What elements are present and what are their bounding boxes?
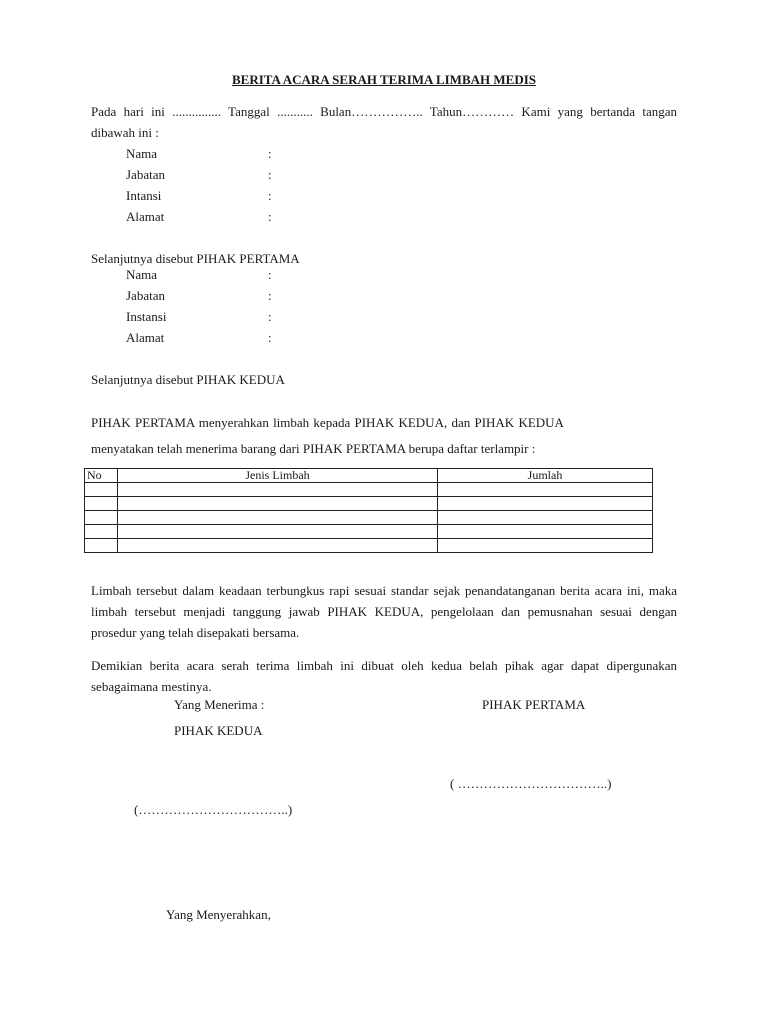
field-label-alamat: Alamat bbox=[126, 330, 165, 345]
field-colon: : bbox=[268, 288, 272, 303]
giver-label: Yang Menyerahkan, bbox=[166, 907, 271, 922]
closing-paragraph: Demikian berita acara serah terima limbah ini dibuat oleh kedua belah pihak agar dapat dipergunakan sebagaimana mestinya. bbox=[91, 658, 677, 694]
table-header-row bbox=[85, 469, 653, 483]
field-colon: : bbox=[268, 167, 272, 182]
table-cell bbox=[85, 483, 118, 497]
field-colon: : bbox=[268, 209, 272, 224]
table-cell bbox=[118, 511, 438, 525]
field-label-intansi: Intansi bbox=[126, 188, 162, 203]
table-row bbox=[85, 539, 653, 553]
table-cell bbox=[85, 539, 118, 553]
statement-paragraph: Limbah tersebut dalam keadaan terbungkus rapi sesuai standar sejak penandatanganan berita acara ini, maka limbah tersebut menjadi tanggung jawab PIHAK KEDUA, pengelolaan dan pemusnahan sesuai dengan prosedur yang telah disepakati bersama. bbox=[91, 583, 677, 640]
waste-table bbox=[84, 468, 653, 553]
table-cell bbox=[438, 539, 653, 553]
field-label-nama: Nama bbox=[126, 267, 158, 282]
table-row bbox=[85, 497, 653, 511]
second-party-label: Selanjutnya disebut PIHAK KEDUA bbox=[91, 372, 285, 387]
table-cell bbox=[85, 511, 118, 525]
column-header-jenis-limbah: Jenis Limbah bbox=[118, 469, 438, 483]
receiver-party-label: PIHAK KEDUA bbox=[174, 723, 263, 738]
table-cell bbox=[118, 483, 438, 497]
table-row bbox=[85, 525, 653, 539]
table-cell bbox=[118, 497, 438, 511]
receiver-signature-blank: (……………………………..) bbox=[134, 802, 293, 817]
handover-line-2: menyatakan telah menerima barang dari PIHAK PERTAMA berupa daftar terlampir : bbox=[91, 441, 536, 456]
table-cell bbox=[438, 497, 653, 511]
column-header-jumlah: Jumlah bbox=[438, 469, 653, 483]
first-party-signature-label: PIHAK PERTAMA bbox=[482, 697, 586, 712]
table-cell bbox=[85, 525, 118, 539]
handover-line-1: PIHAK PERTAMA menyerahkan limbah kepada PIHAK KEDUA, dan PIHAK KEDUA bbox=[91, 415, 564, 430]
table-cell bbox=[118, 539, 438, 553]
document-title: BERITA ACARA SERAH TERIMA LIMBAH MEDIS bbox=[232, 72, 536, 87]
field-label-alamat: Alamat bbox=[126, 209, 165, 224]
field-colon: : bbox=[268, 309, 272, 324]
field-label-nama: Nama bbox=[126, 146, 158, 161]
field-label-jabatan: Jabatan bbox=[126, 167, 165, 182]
table-cell bbox=[438, 525, 653, 539]
field-label-instansi: Instansi bbox=[126, 309, 167, 324]
table-row bbox=[85, 511, 653, 525]
receiver-label: Yang Menerima : bbox=[174, 697, 265, 712]
table-cell bbox=[118, 525, 438, 539]
field-colon: : bbox=[268, 146, 272, 161]
first-party-signature-blank: ( ……………………………..) bbox=[450, 776, 612, 791]
column-header-no: No bbox=[85, 469, 118, 483]
first-party-label: Selanjutnya disebut PIHAK PERTAMA bbox=[91, 251, 300, 266]
table-cell bbox=[438, 483, 653, 497]
table-cell bbox=[438, 511, 653, 525]
field-colon: : bbox=[268, 188, 272, 203]
intro-paragraph: Pada hari ini ............... Tanggal ........... Bulan…………….. Tahun………… Kami yang bertanda tangan dibawah ini : bbox=[91, 104, 677, 140]
table-row bbox=[85, 483, 653, 497]
field-colon: : bbox=[268, 330, 272, 345]
field-colon: : bbox=[268, 267, 272, 282]
field-label-jabatan: Jabatan bbox=[126, 288, 165, 303]
table-cell bbox=[85, 497, 118, 511]
